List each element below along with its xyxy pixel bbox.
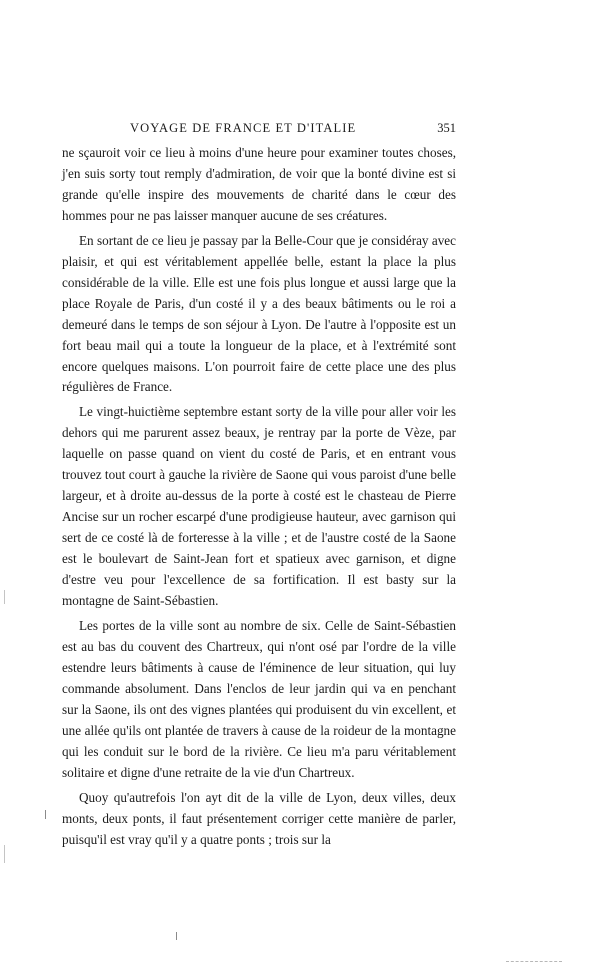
scan-mark — [4, 845, 5, 863]
scan-mark — [506, 961, 562, 966]
page-number: 351 — [437, 121, 456, 135]
paragraph: ne sçauroit voir ce lieu à moins d'une heure pour examiner toutes choses, j'en suis sorty tout remply d'admiration, de voir que la bonté divine est si grande qu'elle inspire des mouvements de charité dans le cœur des hommes pour ne pas laisser manquer aucune de ses créatures. — [62, 145, 456, 223]
paragraph: En sortant de ce lieu je passay par la Belle-Cour que je considéray avec plaisir, et qui est véritablement appellée belle, estant la place la plus considérable de la ville. Elle est une fois plus longue et aussi large que la place Royale de Paris, d'un costé il y a des beaux bâtiments ou le roi a demeuré dans le temps de son séjour à Lyon. De l'autre à l'opposite est un fort beau mail qui a toute la longueur de la place, et à l'extrémité sont encore quelques maisons. L'on pourroit faire de cette place une des plus régulières de France. — [62, 232, 456, 395]
paragraph: Le vingt-huictième septembre estant sorty de la ville pour aller voir les dehors qui me parurent assez beaux, je rentray par la porte de Vèze, par laquelle on passe quand on vient du costé de Paris, et en entrant vous trouvez tout court à gauche la rivière de Saone qui vous paroist d'une belle largeur, et à droite au-dessus de la porte à costé est le chasteau de Pierre Ancise sur un rocher escarpé d'une prodigieuse hauteur, avec garnison qui sert de ce costé là de forteresse à la ville ; et de l'austre costé de la Saone est le boulevart de Saint-Jean fort et spatieux avec garnison, et digne d'estre veu pour l'excellence de sa fortification. Il est basty sur la montagne de Saint-Sébastien. — [62, 404, 456, 609]
running-title: VOYAGE DE FRANCE ET D'ITALIE — [130, 121, 357, 135]
scan-mark — [45, 810, 46, 819]
paragraph: Les portes de la ville sont au nombre de six. Celle de Saint-Sébastien est au bas du couvent des Chartreux, qui n'ont osé par l'ordre de la ville estendre leurs bâtiments à cause de l'éminence de leur situation, qui luy commande absolument. Dans l'enclos de leur jardin qui va en penchant sur la Saone, ils ont des vignes plantées qui produisent du vin excellent, et une allée qu'ils ont plantée de travers à cause de la roideur de la montagne qui les conduit sur le bord de la rivière. Ce lieu m'a paru véritablement solitaire et digne d'une retraite de la vie d'un Chartreux. — [62, 617, 456, 780]
scan-mark — [176, 932, 177, 940]
paragraph: Quoy qu'autrefois l'on ayt dit de la ville de Lyon, deux villes, deux monts, deux ponts, il faut présentement corriger cette manière de parler, puisqu'il est vray qu'il y a quatre ponts ; trois sur la — [62, 789, 456, 847]
scan-mark — [4, 590, 5, 604]
page-header — [62, 121, 456, 137]
body-text — [62, 143, 456, 850]
